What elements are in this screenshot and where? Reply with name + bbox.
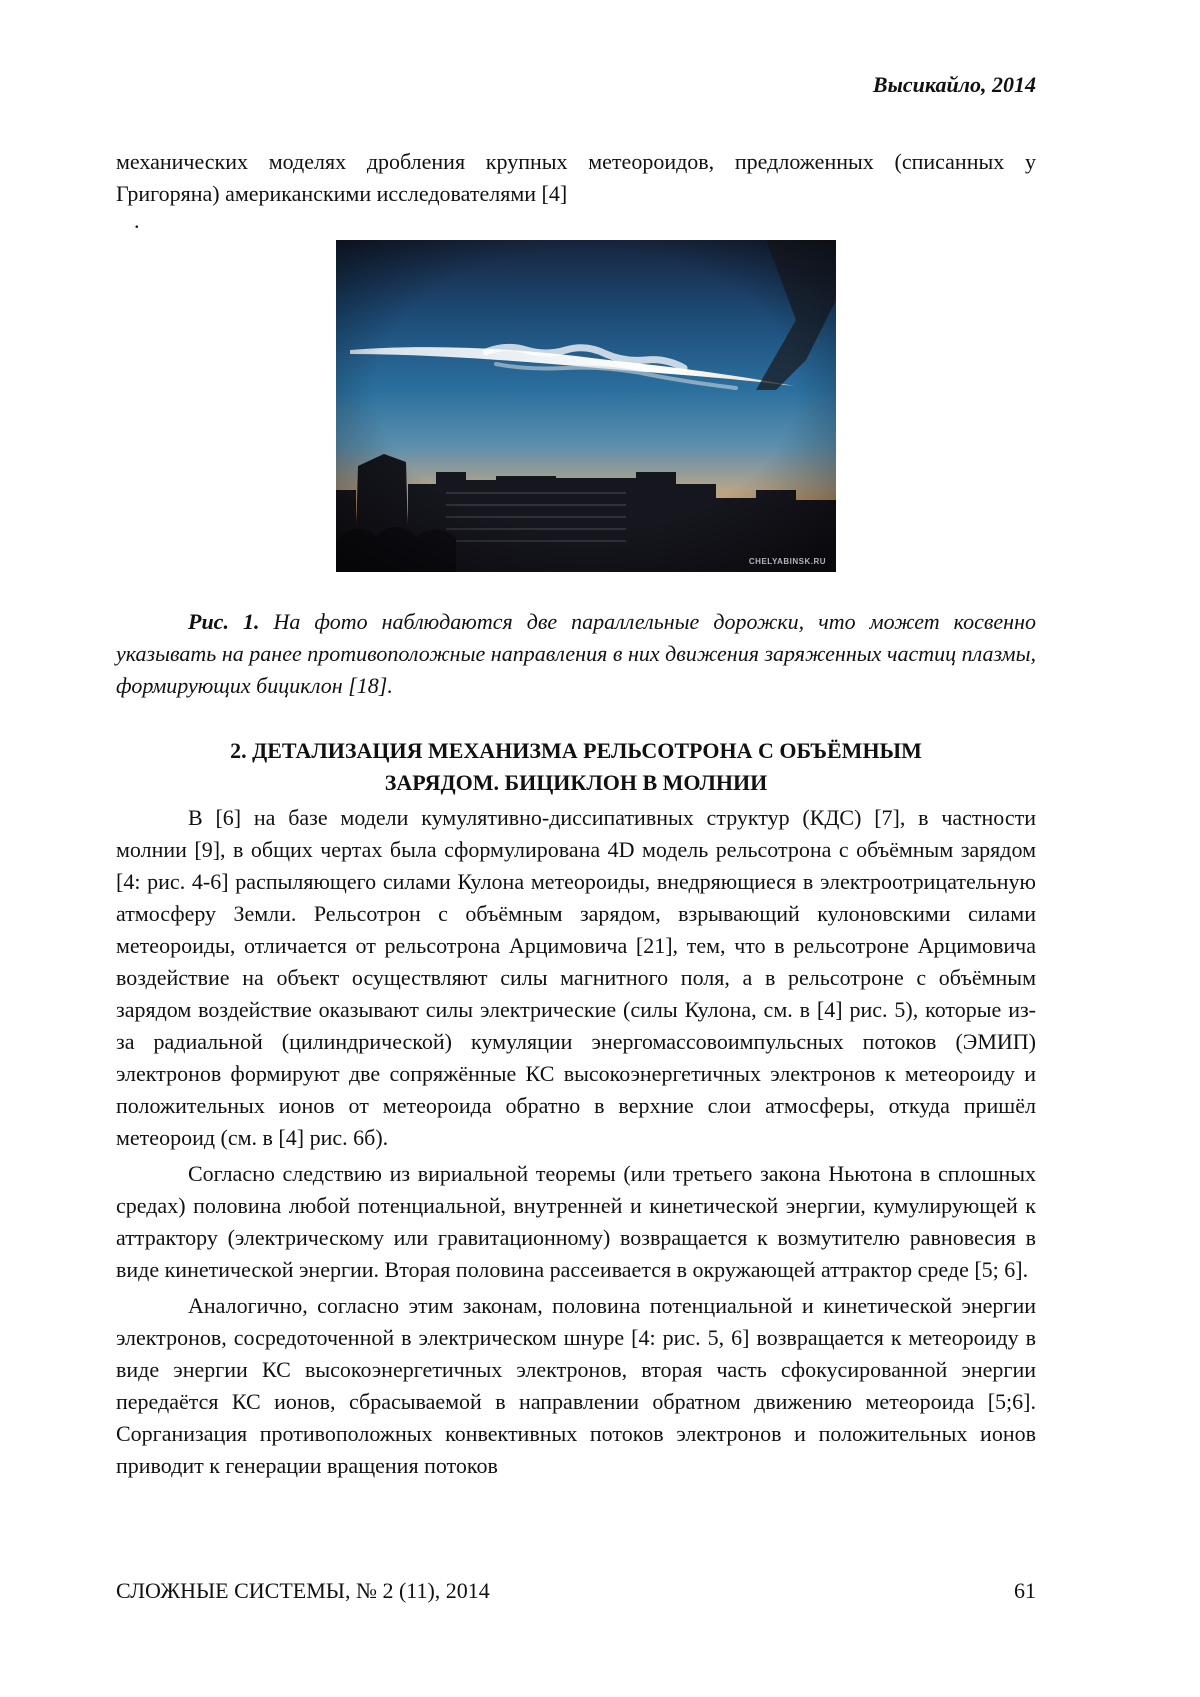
figure-caption	[116, 606, 1036, 702]
figure-caption-text: На фото наблюдаются две параллельные дорожки, что может косвенно указывать на ранее противоположные направления в них движения заряженных частиц плазмы, формирующих бициклон [18].	[116, 609, 1037, 698]
intro-block	[116, 146, 1036, 210]
photo-watermark: CHELYABINSK.RU	[748, 557, 826, 566]
body-paragraph-3: Аналогично, согласно этим законам, половина потенциальной и кинетической энергии электронов, сосредоточенной в электрическом шнуре [4: рис. 5, 6] возвращается к метеороиду в виде энергии КС высокоэнергетичных электронов, вторая часть сфокусированной энергии передаётся КС ионов, сбрасываемой в направлении обратном движению метеороида [5;6]. Сорганизация противоположных конвективных потоков электронов и положительных ионов приводит к генерации вращения потоков	[116, 1293, 1036, 1478]
footer-page-number: 61	[1014, 1578, 1036, 1603]
body-paragraph-2: Согласно следствию из вириальной теоремы (или третьего закона Ньютона в сплошных средах) половина любой потенциальной, внутренней и кинетической энергии, кумулирующей к аттрактору (электрическому или гравитационному) возвращается к возмутителю равновесия в виде кинетической энергии. Вторая половина рассеивается в окружающей аттрактор среде [5; 6].	[116, 1161, 1036, 1282]
footer-journal: СЛОЖНЫЕ СИСТЕМЫ, № 2 (11), 2014	[116, 1578, 490, 1603]
section-heading-line-2: ЗАРЯДОМ. БИЦИКЛОН В МОЛНИИ	[384, 770, 768, 795]
running-head: Высикайло, 2014	[872, 72, 1036, 97]
body-paragraph-1: В [6] на базе модели кумулятивно-диссипативных структур (КДС) [7], в частности молнии [9], в общих чертах была сформулирована 4D модель рельсотрона с объёмным зарядом [4: рис. 4-6] распыляющего силами Кулона метеороиды, внедряющиеся в электроотрицательную атмосферу Земли. Рельсотрон с объёмным зарядом, взрывающий кулоновскими силами метеороиды, отличается от рельсотрона Арцимовича [21], тем, что в рельсотроне Арцимовича воздействие на объект осуществляют силы магнитного поля, а в рельсотроне с объёмным зарядом воздействие оказывают силы электрические (силы Кулона, см. в [4] рис. 5), которые из-за радиальной (цилиндрической) кумуляции энергомассовоимпульсных потоков (ЭМИП) электронов формируют две сопряжённые КС высокоэнергетичных электронов к метеороиду и положительных ионов от метеороида обратно в верхние слои атмосферы, откуда пришёл метеороид (см. в [4] рис. 6б).	[116, 805, 1036, 1150]
figure-caption-label: Рис. 1.	[188, 609, 260, 634]
intro-paragraph: механических моделях дробления крупных метеороидов, предложенных (списанных у Григоряна) американскими исследователями [4]	[116, 149, 1036, 206]
figure-photo	[336, 240, 836, 572]
section-heading-line-1: 2. ДЕТАЛИЗАЦИЯ МЕХАНИЗМА РЕЛЬСОТРОНА С ОБЪЁМНЫМ	[230, 738, 922, 763]
meteor-photo-illustration	[336, 240, 836, 572]
section-body	[116, 802, 1036, 1482]
section-heading	[116, 735, 1036, 799]
stray-mark: .	[134, 208, 140, 233]
